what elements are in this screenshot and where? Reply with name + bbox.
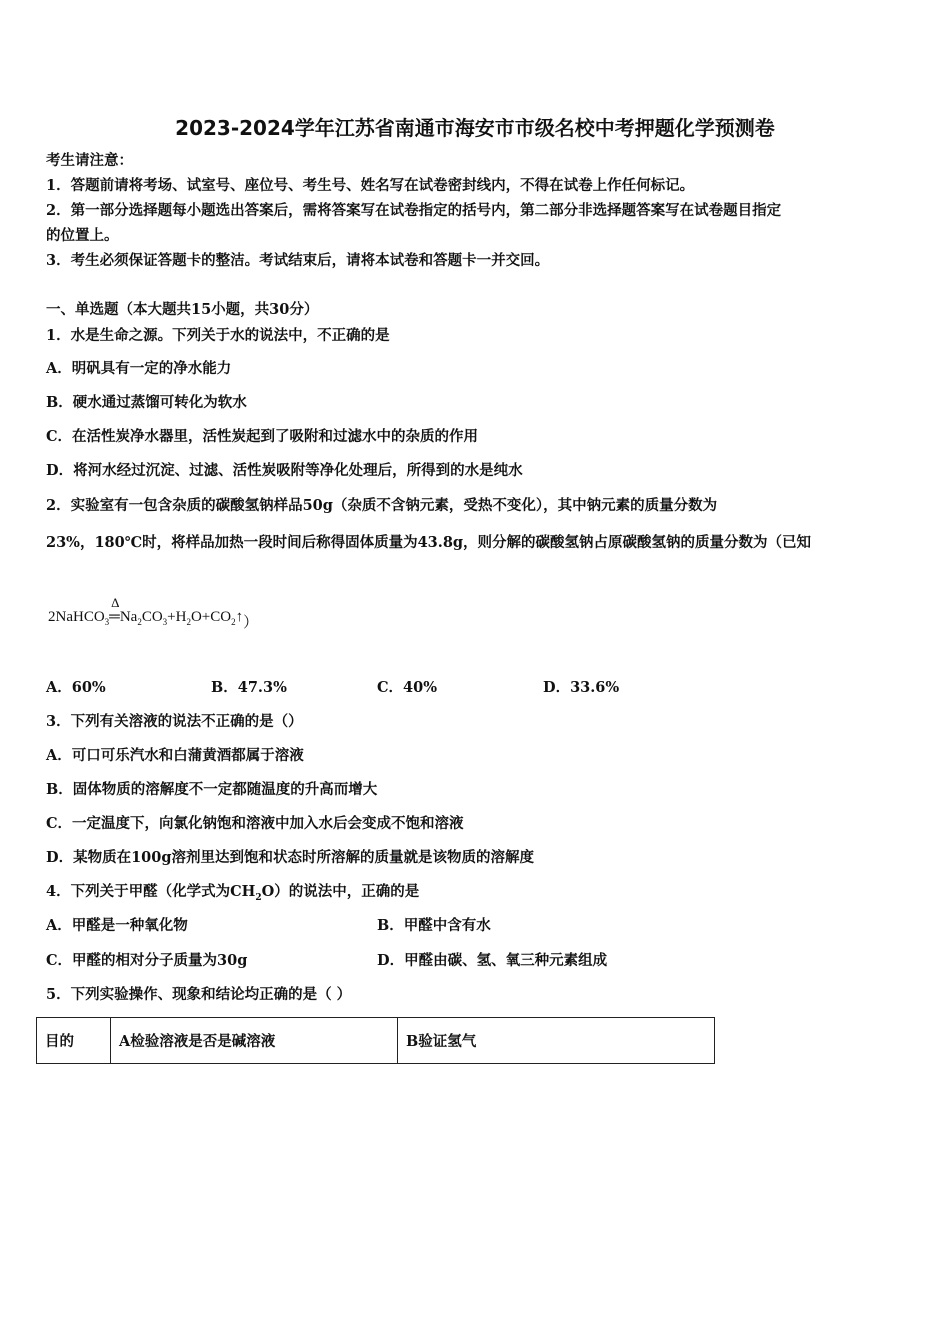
q5-stem: 5．下列实验操作、现象和结论均正确的是（ ） [46, 986, 352, 1003]
table-cell: A检验溶液是否是碱溶液 [111, 1018, 398, 1064]
q4-option-b: B．甲醛中含有水 [377, 917, 491, 934]
q1-option-b: B．硬水通过蒸馏可转化为软水 [46, 394, 247, 411]
notice-item: 3．考生必须保证答题卡的整洁。考试结束后，请将本试卷和答题卡一并交回。 [46, 252, 550, 269]
notice-heading: 考生请注意： [46, 152, 133, 169]
q4-option-c: C．甲醛的相对分子质量为30g [46, 952, 248, 969]
q4-option-d: D．甲醛由碳、氢、氧三种元素组成 [377, 952, 608, 969]
q2-option-a: A．60% [46, 679, 106, 696]
chemical-equation: 2NaHCO$_3$ Δ $═Na_2CO_3+H_2O+CO_2↑$） [48, 595, 259, 631]
q1-stem: 1．水是生命之源。下列关于水的说法中，不正确的是 [46, 327, 390, 344]
notice-item: 1．答题前请将考场、试室号、座位号、考生号、姓名写在试卷密封线内，不得在试卷上作任何标记。 [46, 177, 695, 194]
q4-stem: 4．下列关于甲醛（化学式为$CH_2O$）的说法中，正确的是 [46, 883, 420, 903]
q3-option-c: C．一定温度下，向氯化钠饱和溶液中加入水后会变成不饱和溶液 [46, 815, 464, 832]
notice-item: 2．第一部分选择题每小题选出答案后，需将答案写在试卷指定的括号内，第二部分非选择题答案写在试卷题目指定 [46, 202, 782, 219]
table-cell: B验证氢气 [398, 1018, 715, 1064]
q2-option-c: C．40% [377, 679, 437, 696]
q2-stem-line2: 23%，180℃时，将样品加热一段时间后称得固体质量为43.8g，则分解的碳酸氢钠占原碳酸氢钠的质量分数为（已知 [46, 534, 812, 551]
page-title: 2023-2024学年江苏省南通市海安市市级名校中考押题化学预测卷 [175, 116, 775, 140]
q4-option-a: A．甲醛是一种氧化物 [46, 917, 188, 934]
q3-option-d: D．某物质在100g溶剂里达到饱和状态时所溶解的质量就是该物质的溶解度 [46, 849, 534, 866]
q5-table [36, 1017, 715, 1064]
notice-item: 的位置上。 [46, 227, 119, 244]
q3-option-a: A．可口可乐汽水和白蒲黄酒都属于溶液 [46, 747, 304, 764]
section-heading: 一、单选题（本大题共15小题，共30分） [46, 301, 319, 318]
q2-stem-line1: 2．实验室有一包含杂质的碳酸氢钠样品50g（杂质不含钠元素，受热不变化），其中钠元素的质量分数为 [46, 497, 718, 514]
q3-stem: 3．下列有关溶液的说法不正确的是（） [46, 713, 303, 730]
q2-option-b: B．47.3% [211, 679, 287, 696]
q2-option-d: D．33.6% [543, 679, 620, 696]
table-cell: 目的 [37, 1018, 111, 1064]
table-row [37, 1018, 715, 1064]
q1-option-a: A．明矾具有一定的净水能力 [46, 360, 232, 377]
q1-option-c: C．在活性炭净水器里，活性炭起到了吸附和过滤水中的杂质的作用 [46, 428, 479, 445]
q1-option-d: D．将河水经过沉淀、过滤、活性炭吸附等净化处理后，所得到的水是纯水 [46, 462, 523, 479]
q3-option-b: B．固体物质的溶解度不一定都随温度的升高而增大 [46, 781, 378, 798]
